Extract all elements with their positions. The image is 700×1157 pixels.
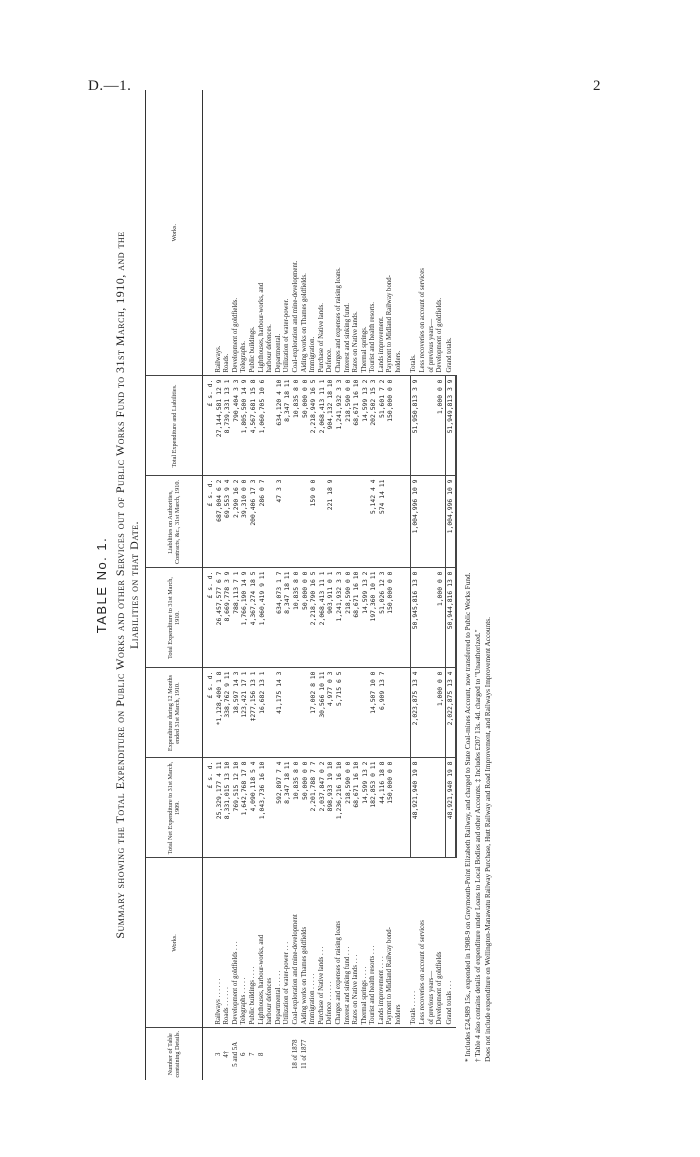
cell-c: 68,671 16 10: [352, 568, 361, 668]
cell-works: Charges and expenses of raising loans: [335, 858, 344, 1028]
cell-e: 2,218,949 16 5: [309, 376, 318, 476]
cell-c: 150,000 0 0: [386, 568, 395, 668]
cell-works3: Development of goldfields: [436, 858, 445, 1028]
cell-a: 2,201,788 7 7: [309, 758, 318, 858]
cell-empty: [428, 568, 437, 668]
cell-e: 150,000 0 0: [386, 376, 395, 476]
cell-a: 1,236,216 16 10: [335, 758, 344, 858]
cell-empty: [428, 1028, 437, 1080]
cell-w: harbour defences.: [266, 90, 275, 376]
cell-w: Public buildings.: [249, 90, 258, 376]
cell-empty: [446, 1028, 456, 1080]
cell-b: [395, 668, 404, 758]
cell-e: 790,404 3 3: [232, 376, 241, 476]
cell-d: [292, 476, 301, 568]
cell-num: [309, 1028, 318, 1080]
cell-w: Utilization of water-power.: [283, 90, 292, 376]
cell-num: [352, 1028, 361, 1080]
cell-b: 30,566 10 11: [318, 668, 327, 758]
col-header-liabilities: Liabilities on Authorities, Contracts, &c., 31st March, 1910.: [146, 476, 203, 568]
cell-works: Telegraphs . . . . .: [240, 858, 249, 1028]
cell-w2: of previous years—: [428, 90, 437, 376]
totals-row: [410, 90, 419, 1080]
cell-e: 1,241,932 3 3: [335, 376, 344, 476]
cell-w: Roads.: [223, 90, 232, 376]
cell-w: Tourist and health resorts.: [369, 90, 378, 376]
cell-a: 218,590 0 0: [344, 758, 353, 858]
cell-c: 1,766,190 14 9: [240, 568, 249, 668]
cell-works: Lands improvement . . . .: [378, 858, 387, 1028]
less-recoveries-row-2: [428, 90, 437, 1080]
col-header-works: Works.: [146, 858, 203, 1028]
table-row: [223, 90, 232, 1080]
cell-b: 1,000 0 0: [436, 668, 445, 758]
cell-works: Tourist and health resorts . . .: [369, 858, 378, 1028]
cell-works: Railways . . . . . .: [215, 858, 224, 1028]
cell-works: Utilization of water-power . . .: [283, 858, 292, 1028]
cell-num: [378, 1028, 387, 1080]
table-row: [232, 90, 241, 1080]
unit-label: £ s. d.: [203, 376, 215, 476]
cell-a: [266, 758, 275, 858]
cell-a: 48,921,940 19 8: [410, 758, 419, 858]
cell-num: [386, 1028, 395, 1080]
cell-e: 1,805,500 14 9: [240, 376, 249, 476]
table-row: [292, 90, 301, 1080]
unit-label: £ s. d.: [203, 476, 215, 568]
table-number: TABLE No. 1.: [94, 536, 109, 634]
cell-e: 904,132 18 10: [326, 376, 335, 476]
cell-w: Railways.: [215, 90, 224, 376]
cell-e: [266, 376, 275, 476]
expenditure-table: [145, 90, 457, 1080]
cell-num: [361, 1028, 370, 1080]
cell-w: Interest and sinking fund.: [344, 90, 353, 376]
cell-c: 1,241,932 3 3: [335, 568, 344, 668]
cell-d: 47 3 3: [275, 476, 284, 568]
cell-a: 25,329,177 4 11: [215, 758, 224, 858]
cell-num: [283, 1028, 292, 1080]
cell-c: [395, 568, 404, 668]
cell-works: Thermal springs . . . .: [361, 858, 370, 1028]
cell-num: [395, 1028, 404, 1080]
cell-d: 221 18 9: [326, 476, 335, 568]
cell-a: 150,000 0 0: [386, 758, 395, 858]
table-row: [386, 90, 395, 1080]
cell-works: Rates on Native lands . . .: [352, 858, 361, 1028]
cell-works: Immigration . . . . .: [309, 858, 318, 1028]
cell-e: 51,949,813 3 9: [446, 376, 456, 476]
cell-d: 39,310 0 0: [240, 476, 249, 568]
cell-b: *1,128,400 1 8: [215, 668, 224, 758]
cell-c: 50,944,816 13 0: [446, 568, 456, 668]
cell-b: 14,507 10 0: [369, 668, 378, 758]
cell-c: 4,367,274 18 5: [249, 568, 258, 668]
cell-d: 200,406 17 3: [249, 476, 258, 568]
table-row: [352, 90, 361, 1080]
cell-num: [275, 1028, 284, 1080]
footnote-1: * Includes £24,989 15s., expended in 1908-9 on Greymouth-Point Elizabeth Railway, and charged to State Coal-mines Account, now transferred to Public Works Fund.: [462, 572, 472, 1062]
table-row: [266, 90, 275, 1080]
cell-num: 11 of 1877: [300, 1039, 308, 1069]
table-row: [249, 90, 258, 1080]
cell-works: Purchase of Native lands . . .: [318, 858, 327, 1028]
cell-works: Payment to Midland Railway bond-: [386, 858, 395, 1028]
cell-w: Purchase of Native lands.: [318, 90, 327, 376]
cell-b: 2,022,875 13 4: [446, 668, 456, 758]
cell-d: 5,142 4 4: [369, 476, 378, 568]
cell-num: [266, 1028, 275, 1080]
cell-a: 48,921,940 19 8: [446, 758, 456, 858]
less-recoveries-row: [419, 90, 428, 1080]
cell-e: 1,000 0 0: [436, 376, 445, 476]
cell-works: Defence . . . . . .: [326, 858, 335, 1028]
cell-w: Immigration.: [309, 90, 318, 376]
cell-a: 769,515 12 10: [232, 758, 241, 858]
cell-e: 4,567,681 15 8: [249, 376, 258, 476]
cell-c: 14,599 13 2: [361, 568, 370, 668]
cell-b: [361, 668, 370, 758]
cell-works: Aiding works on Thames goldfields: [301, 858, 310, 1028]
cell-a: 592,897 7 4: [275, 758, 284, 858]
cell-w: Lighthouses, harbour-works, and: [258, 90, 267, 376]
cell-d: 286 0 7: [258, 476, 267, 568]
cell-w: Aiding works on Thames goldfields.: [301, 90, 310, 376]
cell-w: Departmental.: [275, 90, 284, 376]
cell-c: 218,590 0 0: [344, 568, 353, 668]
cell-e: 2,068,413 11 1: [318, 376, 327, 476]
cell-c: 8,669,778 3 9: [223, 568, 232, 668]
cell-empty: [419, 1028, 428, 1080]
cell-empty: [428, 476, 437, 568]
cell-empty: [419, 568, 428, 668]
table-row: [301, 90, 310, 1080]
cell-works: Lighthouses, harbour-works, and: [258, 858, 267, 1028]
cell-empty: [436, 1028, 445, 1080]
cell-b: [344, 668, 353, 758]
cell-c: 26,457,577 6 7: [215, 568, 224, 668]
cell-d: [344, 476, 353, 568]
cell-e: 50,000 0 0: [301, 376, 310, 476]
cell-w: Totals.: [410, 90, 419, 376]
cell-b: 6,909 13 7: [378, 668, 387, 758]
cell-d: [301, 476, 310, 568]
grand-totals-row: [446, 90, 456, 1080]
cell-c: 8,347 18 11: [283, 568, 292, 668]
less-recoveries-row-3: [436, 90, 445, 1080]
cell-d: [283, 476, 292, 568]
unit-label: £ s. d.: [203, 758, 215, 858]
cell-works: Roads . . . . . .: [223, 858, 232, 1028]
cell-b: [266, 668, 275, 758]
cell-e: 14,599 13 2: [361, 376, 370, 476]
cell-works: Less recoveries on account of services: [419, 858, 428, 1028]
cell-b: 123,421 17 1: [240, 668, 249, 758]
cell-works: Public buildings . . . .: [249, 858, 258, 1028]
cell-c: 50,000 0 0: [301, 568, 310, 668]
cell-num: 18 of 1878: [291, 1039, 299, 1069]
table-row: [335, 90, 344, 1080]
footnote-3: Does not include expenditure on Wellington-Manawatu Railway Purchase, Hutt Railway and Road Improvement, and Railways Improvement Accounts.: [482, 617, 492, 1062]
cell-b: ‡277,156 13 1: [249, 668, 258, 758]
col-header-expenditure-12-months: Expenditure during 12 Months ended 31st March, 1910.: [146, 668, 203, 758]
cell-w: Defence.: [326, 90, 335, 376]
cell-d: [266, 476, 275, 568]
table-row: [215, 90, 224, 1080]
cell-e: 51,950,813 3 9: [410, 376, 419, 476]
cell-num: 8: [257, 1052, 265, 1056]
cell-e: 1,060,705 10 6: [258, 376, 267, 476]
cell-d: 574 14 11: [378, 476, 387, 568]
cell-c: 788,113 7 1: [232, 568, 241, 668]
cell-c: 10,835 8 0: [292, 568, 301, 668]
cell-b: [386, 668, 395, 758]
cell-w: Grand totals.: [446, 90, 456, 376]
cell-w: Telegraphs.: [240, 90, 249, 376]
cell-w2: Less recoveries on account of services: [419, 90, 428, 376]
footnotes: [463, 90, 493, 1080]
table-row: [258, 90, 267, 1080]
cell-b: [301, 668, 310, 758]
cell-b: 338,762 9 11: [223, 668, 232, 758]
cell-e: 8,739,331 13 1: [223, 376, 232, 476]
table-row: [344, 90, 353, 1080]
cell-a: [395, 758, 404, 858]
page-number: 2: [593, 78, 601, 94]
cell-works: Totals . . . . .: [410, 858, 419, 1028]
cell-works: harbour defences: [266, 858, 275, 1028]
cell-w: holders.: [395, 90, 404, 376]
cell-e: 634,120 4 10: [275, 376, 284, 476]
cell-c: 50,945,816 13 0: [410, 568, 419, 668]
cell-w: Rates on Native lands.: [352, 90, 361, 376]
cell-d: 69,553 9 4: [223, 476, 232, 568]
cell-num: [326, 1028, 335, 1080]
cell-a: [419, 758, 428, 858]
page-header-left: D.—1.: [88, 78, 132, 94]
cell-c: 1,060,419 9 11: [258, 568, 267, 668]
table-row: [378, 90, 387, 1080]
cell-a: 182,853 0 11: [369, 758, 378, 858]
cell-d: 1,004,996 10 9: [446, 476, 456, 568]
cell-w: Payment to Midland Railway bond-: [386, 90, 395, 376]
cell-w3: Development of goldfields.: [436, 90, 445, 376]
cell-works: Coal-exploration and mine-development: [292, 858, 301, 1028]
cell-num: 3: [214, 1052, 222, 1056]
cell-d: [335, 476, 344, 568]
cell-e: 10,835 8 0: [292, 376, 301, 476]
cell-d: 1,004,996 10 9: [410, 476, 419, 568]
table-row: [361, 90, 370, 1080]
cell-empty: [419, 668, 428, 758]
cell-a: 898,933 19 10: [326, 758, 335, 858]
col-header-total-1910: Total Expenditure to 31st March, 1910.: [146, 568, 203, 668]
table-row: [240, 90, 249, 1080]
cell-num: [344, 1028, 353, 1080]
cell-a: 1,642,768 17 8: [240, 758, 249, 858]
cell-e: 8,347 18 11: [283, 376, 292, 476]
title-line-1: Summary showing the Total Expenditure on Public Works and other Services out of Public Works Fund to 31st March, 1910, and the: [113, 231, 127, 939]
cell-num: 5 and 5A: [231, 1041, 239, 1067]
cell-d: [395, 476, 404, 568]
cell-num: 4†: [223, 1050, 231, 1058]
cell-e: [395, 376, 404, 476]
cell-a: 68,671 16 10: [352, 758, 361, 858]
footnote-2: † Table 4 also contains details of expenditure under Loans to Local Bodies and other Accounts. ‡ Includes £207 13s. 4d. charged to "Unauthorized.": [472, 629, 482, 1062]
cell-num: [369, 1028, 378, 1080]
cell-a: 2,037,847 0 2: [318, 758, 327, 858]
header-row: [146, 90, 203, 1080]
cell-c: 51,026 12 3: [378, 568, 387, 668]
cell-w: Charges and expenses of raising loans.: [335, 90, 344, 376]
col-header-works-right: Works.: [146, 90, 203, 376]
cell-a: 1,043,736 16 10: [258, 758, 267, 858]
cell-num: 7: [248, 1052, 256, 1056]
cell-a: 10,835 8 0: [292, 758, 301, 858]
cell-w: Lands improvement.: [378, 90, 387, 376]
cell-works2: of previous years—: [428, 858, 437, 1028]
cell-b: 4,977 0 3: [326, 668, 335, 758]
cell-b: 2,023,875 13 4: [410, 668, 419, 758]
table-row: [395, 90, 404, 1080]
title-line-2: Liabilities on that Date.: [127, 520, 141, 650]
cell-d: 687,004 6 2: [215, 476, 224, 568]
cell-w: Coal-exploration and mine-development.: [292, 90, 301, 376]
cell-works: Development of goldfields . . .: [232, 858, 241, 1028]
cell-a: 8,331,015 13 10: [223, 758, 232, 858]
cell-b: [292, 668, 301, 758]
cell-c: 1,000 0 0: [436, 568, 445, 668]
table-row: [369, 90, 378, 1080]
table-row: [283, 90, 292, 1080]
cell-a: 44,116 18 8: [378, 758, 387, 858]
unit-label: £ s. d.: [203, 568, 215, 668]
cell-d: [419, 476, 428, 568]
cell-b: 41,175 14 3: [275, 668, 284, 758]
cell-b: 17,002 8 10: [309, 668, 318, 758]
cell-d: [352, 476, 361, 568]
cell-works: Departmental . . . . .: [275, 858, 284, 1028]
cell-empty: [428, 376, 437, 476]
cell-d: [318, 476, 327, 568]
cell-empty: [410, 1028, 419, 1080]
cell-a: 50,000 0 0: [301, 758, 310, 858]
cell-c: 197,360 10 11: [369, 568, 378, 668]
cell-b: 18,597 14 3: [232, 668, 241, 758]
cell-e: 218,590 0 0: [344, 376, 353, 476]
cell-num: 6: [240, 1052, 248, 1056]
cell-d: [386, 476, 395, 568]
cell-empty: [428, 668, 437, 758]
cell-num: [335, 1028, 344, 1080]
cell-b: 5,715 6 5: [335, 668, 344, 758]
cell-empty: [419, 376, 428, 476]
rotated-table-page: [90, 90, 645, 1080]
cell-e: 68,671 16 10: [352, 376, 361, 476]
cell-works: Grand totals . . .: [446, 858, 456, 1028]
cell-num: [318, 1028, 327, 1080]
cell-b: 16,682 13 1: [258, 668, 267, 758]
unit-label: £ s. d.: [203, 668, 215, 758]
cell-w: Development of goldfields.: [232, 90, 241, 376]
table-row: [309, 90, 318, 1080]
cell-w: Thermal springs.: [361, 90, 370, 376]
col-header-total-1909: Total Net Expenditure to 31st March, 1909.: [146, 758, 203, 858]
units-row: [203, 90, 215, 1080]
cell-e: 27,144,581 12 9: [215, 376, 224, 476]
cell-c: 2,068,413 11 1: [318, 568, 327, 668]
cell-a: 8,347 18 11: [283, 758, 292, 858]
cell-d: [361, 476, 370, 568]
table-row: [326, 90, 335, 1080]
table-title: [113, 90, 141, 1080]
cell-b: [283, 668, 292, 758]
col-header-total-exp-liab: Total Expenditure and Liabilities.: [146, 376, 203, 476]
cell-works: holders: [395, 858, 404, 1028]
cell-a: 4,090,118 5 4: [249, 758, 258, 858]
cell-a: [436, 758, 445, 858]
cell-e: 202,502 15 3: [369, 376, 378, 476]
cell-a: 14,599 13 2: [361, 758, 370, 858]
cell-c: 2,218,790 16 5: [309, 568, 318, 668]
cell-d: 2,290 16 2: [232, 476, 241, 568]
table-row: [318, 90, 327, 1080]
cell-empty: [428, 758, 437, 858]
cell-d: 159 0 0: [309, 476, 318, 568]
table-row: [275, 90, 284, 1080]
cell-c: 634,073 1 7: [275, 568, 284, 668]
col-header-table-number: Number of Table containing Details.: [146, 1028, 203, 1080]
cell-c: 903,911 0 1: [326, 568, 335, 668]
cell-e: 51,601 7 2: [378, 376, 387, 476]
cell-c: [266, 568, 275, 668]
cell-works: Interest and sinking fund . . .: [344, 858, 353, 1028]
cell-b: [352, 668, 361, 758]
cell-d: [436, 476, 445, 568]
